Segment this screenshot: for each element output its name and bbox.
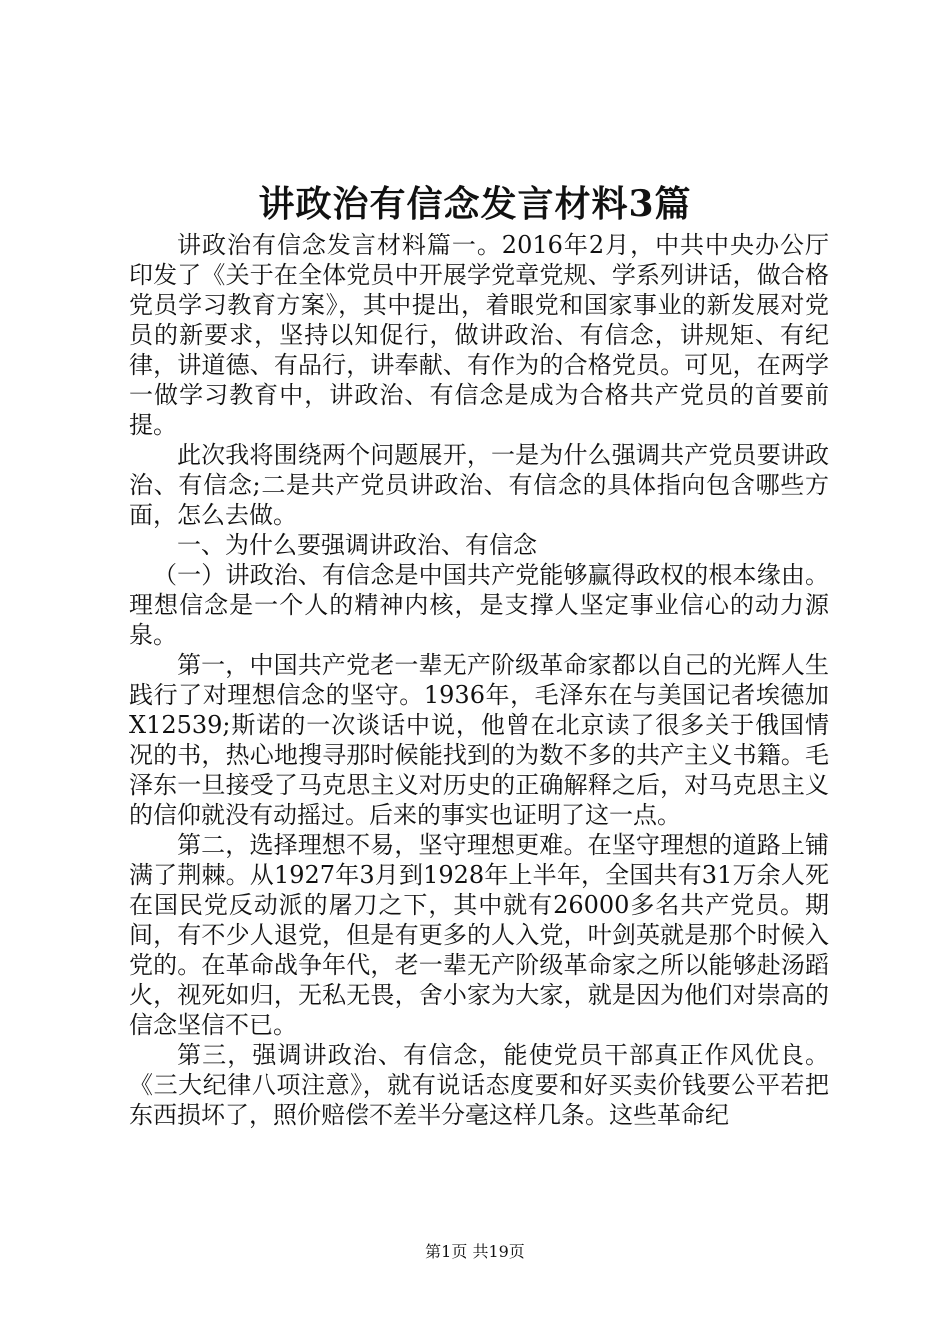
page-number-footer: 第1页 共19页 — [425, 1242, 525, 1261]
section-heading: 一、为什么要强调讲政治、有信念 — [177, 531, 537, 559]
subsection-heading: （一）讲政治、有信念是中国共产党能够赢得政权的根本缘由。理想信念是一个人的精神内核，是支撑人坚定事业信心的动力源泉。 — [129, 561, 829, 649]
paragraph-second-point: 第二，选择理想不易，坚守理想更难。在坚守理想的道路上铺满了荆棘。从1927年3月到1928年上半年，全国共有31万余人死在国民党反动派的屠刀之下，其中就有26000多名共产党员。期间，有不少人退党，但是有更多的人入党，叶剑英就是那个时候入党的。在革命战争年代，老一辈无产阶级革命家之所以能够赴汤蹈火，视死如归，无私无畏，舍小家为大家，就是因为他们对崇高的信念坚信不已。 — [129, 831, 829, 1039]
paragraph-intro: 讲政治有信念发言材料篇一。2016年2月，中共中央办公厅印发了《关于在全体党员中开展学党章党规、学系列讲话，做合格党员学习教育方案》，其中提出，着眼党和国家事业的新发展对党员的新要求，坚持以知促行，做讲政治、有信念，讲规矩、有纪律，讲道德、有品行，讲奉献、有作为的合格党员。可见，在两学一做学习教育中，讲政治、有信念是成为合格共产党员的首要前提。 — [129, 231, 829, 439]
paragraph-third-point: 第三，强调讲政治、有信念，能使党员干部真正作风优良。《三大纪律八项注意》，就有说话态度要和好买卖价钱要公平若把东西损坏了，照价赔偿不差半分毫这样几条。这些革命纪 — [129, 1041, 829, 1129]
document-title: 讲政治有信念发言材料3篇 — [258, 183, 692, 225]
document-body — [129, 230, 829, 1130]
paragraph-outline: 此次我将围绕两个问题展开，一是为什么强调共产党员要讲政治、有信念;二是共产党员讲政治、有信念的具体指向包含哪些方面，怎么去做。 — [129, 441, 829, 529]
paragraph-first-point: 第一，中国共产党老一辈无产阶级革命家都以自己的光辉人生践行了对理想信念的坚守。1936年，毛泽东在与美国记者埃德加X12539;斯诺的一次谈话中说，他曾在北京读了很多关于俄国情况的书，热心地搜寻那时候能找到的为数不多的共产主义书籍。毛泽东一旦接受了马克思主义对历史的正确解释之后，对马克思主义的信仰就没有动摇过。后来的事实也证明了这一点。 — [129, 651, 829, 829]
